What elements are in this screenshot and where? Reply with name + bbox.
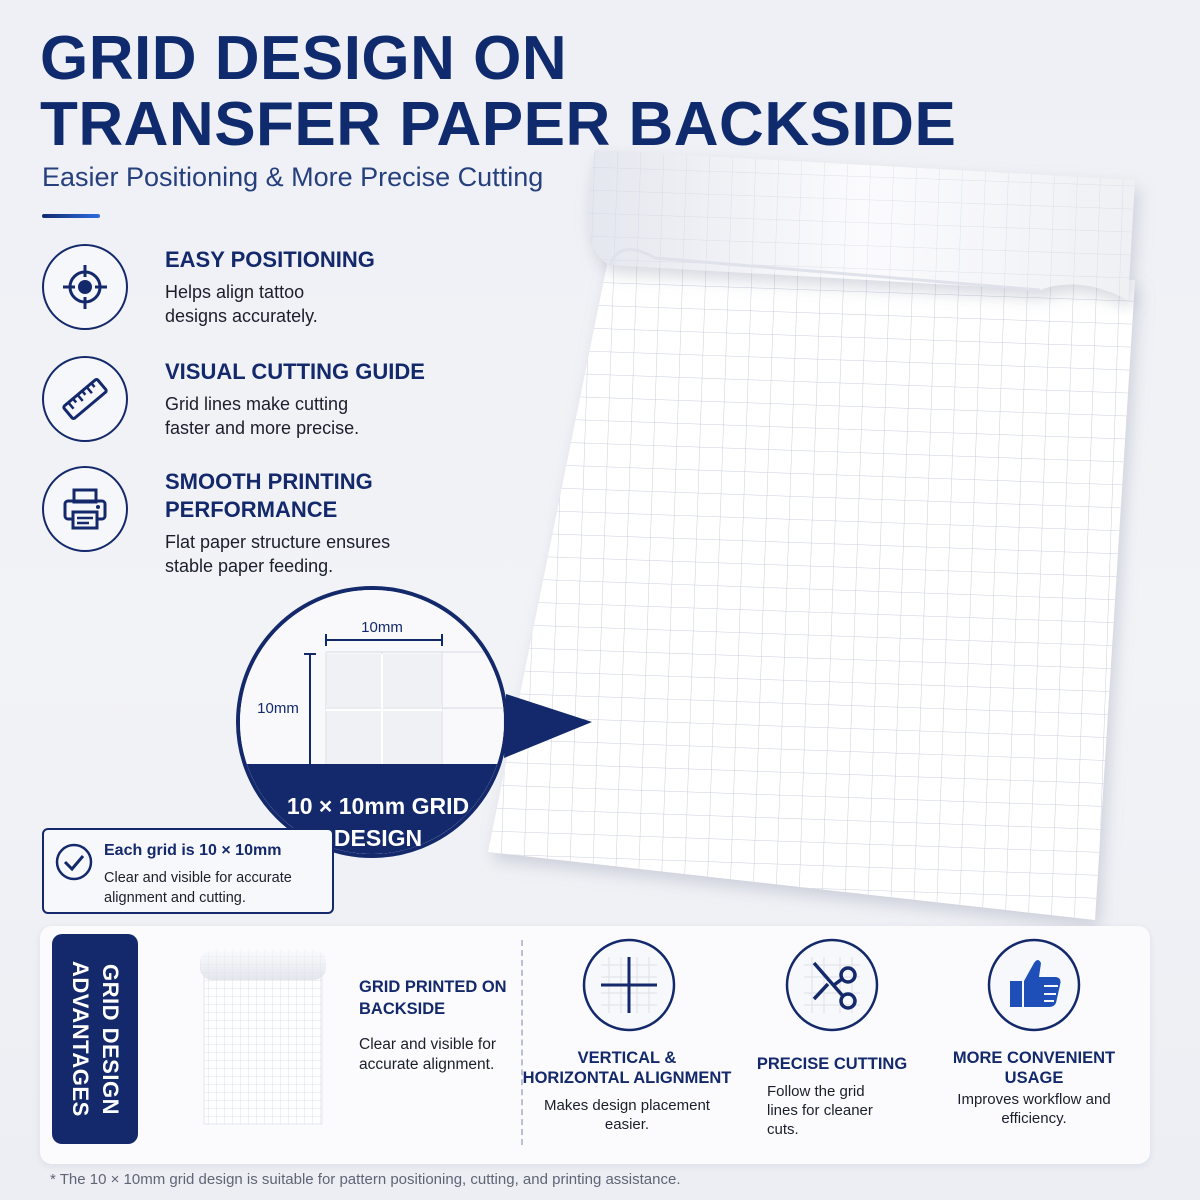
grid-size-note — [42, 828, 334, 914]
crosshair-icon — [42, 244, 128, 330]
feature-visual-cutting-guide — [42, 356, 462, 446]
grid-printed-desc: Clear and visible for accurate alignment. — [359, 1036, 496, 1073]
width-label: 10mm — [361, 619, 403, 636]
advantage-title: MORE CONVENIENT USAGE — [952, 1049, 1116, 1087]
advantage-convenient-usage — [939, 937, 1129, 1128]
feature-title: VISUAL CUTTING GUIDE — [165, 359, 425, 384]
feature-easy-positioning — [42, 244, 462, 334]
advantage-precise-cutting — [737, 937, 927, 1139]
feature-desc: Grid lines make cutting faster and more precise. — [165, 394, 360, 438]
grid-paper-illustration — [480, 140, 1160, 930]
thumbs-up-icon — [986, 937, 1082, 1033]
printer-icon — [42, 466, 128, 552]
page-title — [40, 26, 956, 158]
feature-desc: Helps align tattoo designs accurately. — [165, 282, 318, 326]
feature-title: SMOOTH PRINTING PERFORMANCE — [165, 469, 373, 522]
advantage-desc: Improves workflow and efficiency. — [957, 1091, 1111, 1127]
advantages-tag-text: GRID DESIGN ADVANTAGES — [68, 961, 123, 1117]
accent-rule — [42, 214, 100, 218]
crosshair-plus-icon — [581, 937, 677, 1033]
note-desc: Clear and visible for accurate alignment and cutting. — [104, 870, 292, 906]
height-label: 10mm — [257, 700, 299, 717]
scissors-icon — [784, 937, 880, 1033]
advantage-desc: Follow the grid lines for cleaner cuts. — [767, 1083, 873, 1138]
feature-smooth-printing — [42, 466, 462, 586]
title-line-2: TRANSFER PAPER BACKSIDE — [40, 90, 957, 159]
ruler-icon — [42, 356, 128, 442]
title-line-1: GRID DESIGN ON — [40, 24, 568, 93]
check-circle-icon — [54, 842, 94, 882]
mini-grid-paper-illustration — [200, 948, 326, 1128]
advantage-alignment — [522, 937, 732, 1134]
subtitle: Easier Positioning & More Precise Cutting — [42, 162, 544, 192]
advantage-desc: Makes design placement easier. — [544, 1097, 710, 1133]
note-title: Each grid is 10 × 10mm — [104, 842, 282, 859]
zoom-caption: 10 × 10mm GRID DESIGN — [286, 793, 470, 851]
grid-printed-title: GRID PRINTED ON BACKSIDE — [359, 978, 507, 1018]
advantage-title: VERTICAL & HORIZONTAL ALIGNMENT — [522, 1049, 732, 1087]
advantage-title: PRECISE CUTTING — [756, 1055, 908, 1073]
footnote: * The 10 × 10mm grid design is suitable for pattern positioning, cutting, and printing assistance. — [50, 1171, 681, 1188]
feature-title: EASY POSITIONING — [165, 247, 375, 272]
feature-desc: Flat paper structure ensures stable paper feeding. — [165, 532, 391, 576]
